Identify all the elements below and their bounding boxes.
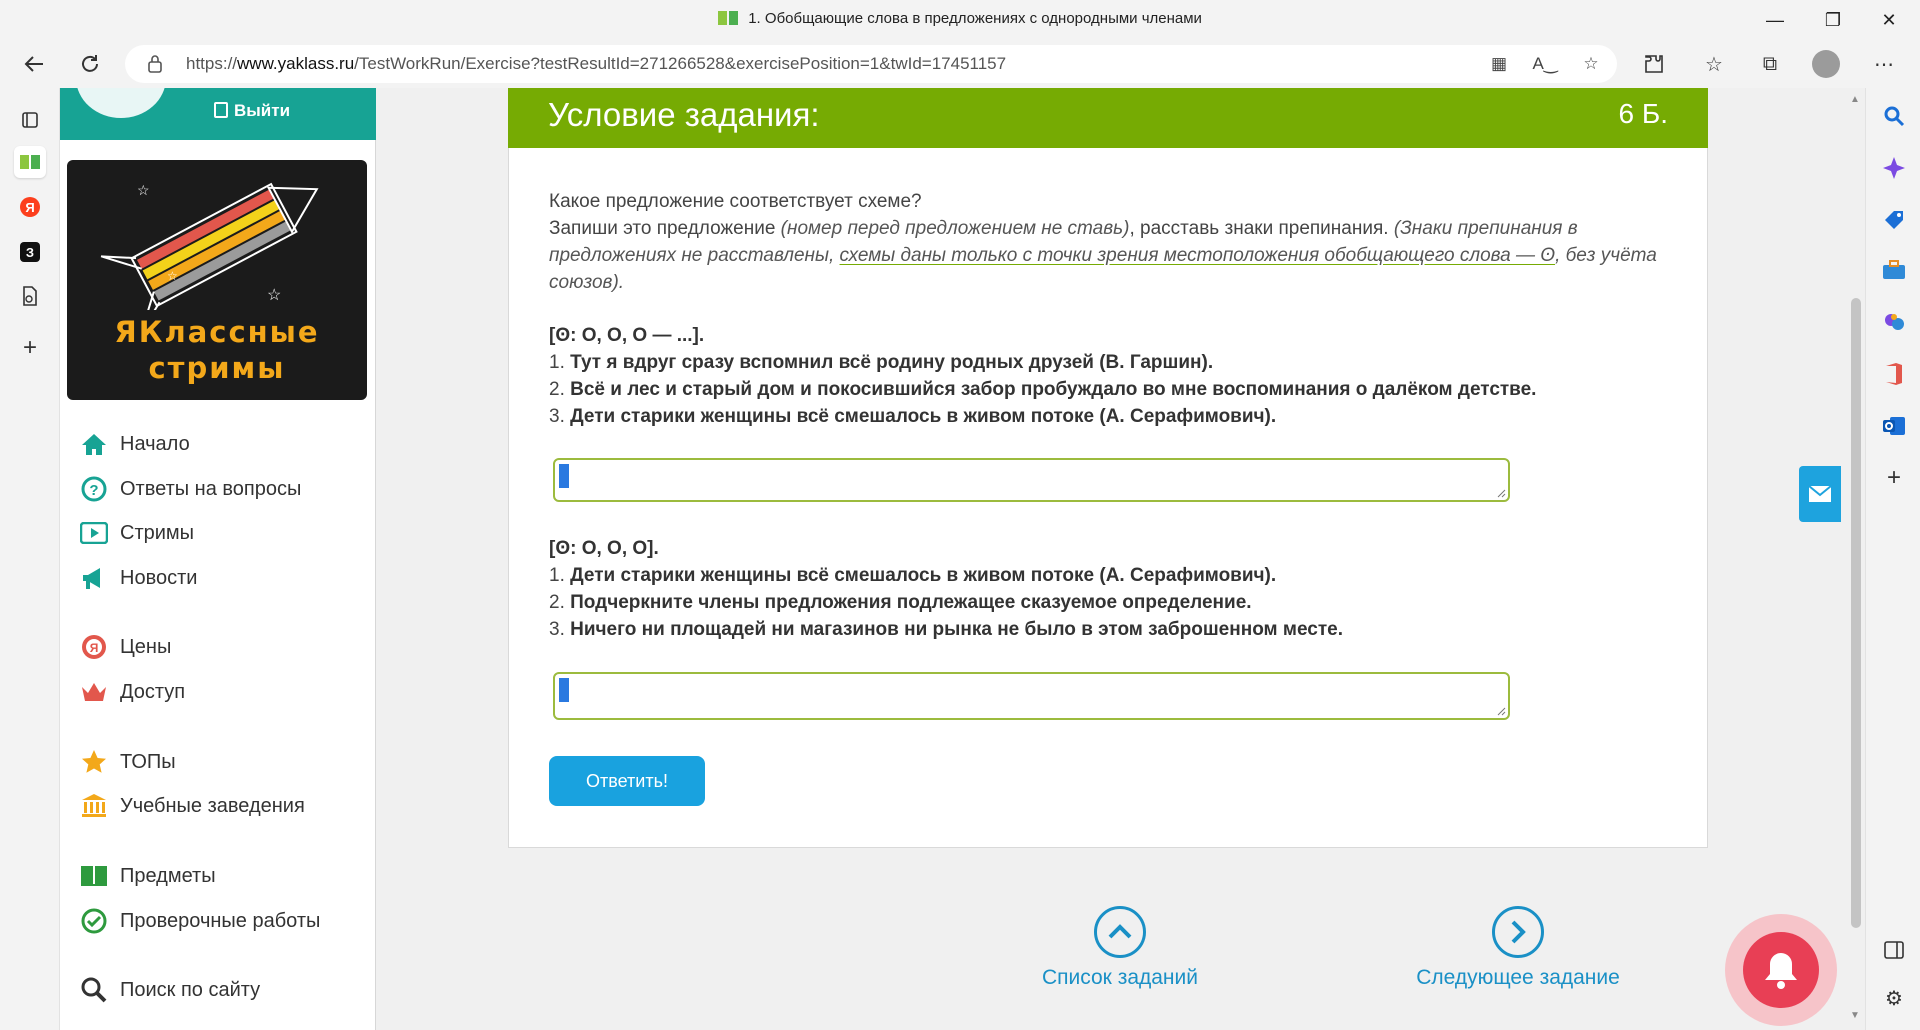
svg-text:☆: ☆: [267, 287, 282, 304]
option-text: Ничего ни площадей ни магазинов ни рынка не было в этом заброшенном месте.: [570, 619, 1343, 640]
url-prefix: https://: [186, 54, 238, 73]
hide-sidebar-icon[interactable]: [1880, 936, 1908, 964]
option-2: [549, 589, 1689, 616]
answer-field-1[interactable]: [553, 458, 1510, 502]
outlook-icon[interactable]: [1880, 412, 1908, 440]
nav-label: Предметы: [120, 864, 216, 887]
scrollbar-thumb[interactable]: [1851, 298, 1861, 928]
address-bar[interactable]: [125, 45, 1617, 83]
reload-button[interactable]: [72, 46, 108, 82]
option-num: 2.: [549, 379, 571, 400]
text-caret: [559, 464, 569, 488]
option-1: [549, 562, 1689, 589]
instr-part-3: , расставь знаки препинания.: [1129, 218, 1394, 239]
app-available-icon[interactable]: ▦: [1490, 54, 1508, 73]
extensions-icon[interactable]: [1636, 46, 1672, 82]
task-header-title: Условие задания:: [548, 96, 820, 133]
answer-field-2[interactable]: [553, 672, 1510, 720]
more-menu-icon[interactable]: ⋯: [1874, 53, 1894, 76]
nav-item-home[interactable]: [80, 428, 190, 460]
read-aloud-icon[interactable]: A‿: [1532, 54, 1558, 73]
price-icon: [80, 633, 108, 661]
option-text: Тут я вдруг сразу вспомнил всё родину родных друзей (В. Гаршин).: [570, 352, 1214, 373]
rocket-pencils-illustration: [67, 160, 367, 310]
reload-icon: [79, 53, 101, 75]
window-title-text: 1. Обобщающие слова в предложениях с однородными членами: [748, 10, 1202, 27]
new-tab-icon[interactable]: +: [22, 334, 37, 361]
nav-item-tops[interactable]: [80, 746, 176, 778]
option-text: Подчеркните члены предложения подлежащее сказуемое определение.: [570, 592, 1252, 613]
svg-text:☆: ☆: [137, 182, 150, 198]
scroll-up-icon[interactable]: ▲: [1850, 94, 1860, 105]
option-text: Дети старики женщины всё смешалось в живом потоке (А. Серафимович).: [570, 406, 1277, 427]
nav-item-answers[interactable]: [80, 473, 301, 505]
vertical-tabs-bar: [0, 88, 60, 1030]
scheme-group-2: [549, 535, 1689, 643]
nav-item-tests[interactable]: [80, 905, 320, 937]
minimize-button[interactable]: —: [1766, 9, 1784, 30]
play-icon: [80, 519, 108, 547]
games-icon[interactable]: [1880, 308, 1908, 336]
nav-label: Доступ: [120, 680, 186, 703]
task-list-link[interactable]: [1020, 906, 1220, 990]
tab-z-icon[interactable]: З: [14, 236, 46, 268]
nav-item-prices[interactable]: [80, 631, 171, 663]
tab-document-icon[interactable]: [14, 280, 46, 312]
nav-label: Ответы на вопросы: [120, 477, 302, 500]
close-window-button[interactable]: ✕: [1881, 9, 1897, 30]
question-icon: [80, 475, 108, 503]
option-text: Дети старики женщины всё смешалось в живом потоке (А. Серафимович).: [570, 565, 1277, 586]
back-arrow-icon: [23, 53, 45, 75]
task-header: [508, 88, 1708, 148]
next-task-link[interactable]: [1408, 906, 1628, 990]
instr-part-6: , без учёта союзов).: [549, 245, 1657, 293]
nav-label: Стримы: [120, 521, 195, 544]
nav-label: Цены: [120, 635, 172, 658]
lock-icon: [147, 54, 163, 74]
nav-item-schools[interactable]: [80, 790, 305, 822]
copilot-icon[interactable]: [1880, 154, 1908, 182]
book-icon: [80, 862, 108, 890]
task-question: Какое предложение соответствует схеме?: [549, 191, 922, 212]
nav-item-search[interactable]: [80, 974, 260, 1006]
banner-line-2: стримы: [148, 351, 286, 385]
option-text: Всё и лес и старый дом и покосившийся забор пробуждало во мне воспоминания о далёком детстве.: [570, 379, 1537, 400]
nav-item-news[interactable]: [80, 562, 197, 594]
settings-gear-icon[interactable]: ⚙: [1885, 987, 1903, 1010]
nav-label: ТОПы: [120, 750, 176, 773]
banner-line-1: ЯКлассные: [114, 315, 320, 349]
crown-icon: [80, 678, 108, 706]
check-circle-icon: [80, 907, 108, 935]
instr-part-1: Запиши это предложение: [549, 218, 781, 239]
back-button[interactable]: [16, 46, 52, 82]
nav-label: Начало: [120, 432, 190, 455]
collections-icon[interactable]: ⧉: [1762, 52, 1778, 75]
scheme-group-1: [549, 322, 1689, 430]
school-icon: [80, 792, 108, 820]
window-title: [0, 10, 1920, 27]
tab-actions-icon[interactable]: [14, 104, 46, 136]
window-titlebar: [0, 0, 1920, 40]
edge-sidebar: [1865, 88, 1920, 1030]
nav-label: Новости: [120, 566, 198, 589]
nav-item-access[interactable]: [80, 676, 185, 708]
svg-text:☆: ☆: [167, 269, 178, 283]
scheme-label: [ʘ: О, О, О — ...].: [549, 325, 705, 346]
restore-button[interactable]: ❐: [1824, 9, 1842, 30]
home-icon: [80, 430, 108, 458]
task-points: 6 Б.: [1618, 98, 1668, 129]
text-caret: [559, 678, 569, 702]
option-3: [549, 616, 1689, 643]
tab-yandex-icon[interactable]: Я: [14, 191, 46, 223]
favorites-icon[interactable]: ☆: [1705, 53, 1723, 76]
option-num: 2.: [549, 592, 571, 613]
office-icon[interactable]: [1880, 360, 1908, 388]
page-scrollbar[interactable]: [1846, 88, 1865, 1030]
logout-label: Выйти: [234, 101, 291, 120]
logout-button[interactable]: [214, 101, 290, 121]
url-text[interactable]: [186, 54, 1006, 74]
sidebar-header: [60, 88, 376, 140]
page-viewport: [60, 88, 1846, 1030]
envelope-icon: [1808, 485, 1832, 503]
chevron-right-icon: [1492, 906, 1544, 958]
nav-label: Учебные заведения: [120, 794, 305, 817]
sidebar-search-icon[interactable]: [1880, 102, 1908, 130]
star-icon: [80, 748, 108, 776]
notifications-button[interactable]: [1725, 914, 1837, 1026]
option-2: [549, 376, 1689, 403]
task-instructions: [549, 188, 1689, 296]
url-host: www.yaklass.ru: [237, 54, 355, 73]
option-1: [549, 349, 1689, 376]
logout-icon: [214, 102, 228, 118]
scheme-label: [ʘ: О, О, О].: [549, 538, 659, 559]
streams-banner[interactable]: [67, 160, 367, 400]
url-path: /TestWorkRun/Exercise?testResultId=271266528&exercisePosition=1&twId=17451157: [354, 54, 1007, 73]
option-num: 1.: [549, 565, 571, 586]
megaphone-icon: [80, 564, 108, 592]
svg-text:Я: Я: [89, 641, 99, 655]
resize-grip-icon[interactable]: [1496, 488, 1506, 498]
instr-part-4: (Знаки препинания в предложениях не расставлены,: [549, 218, 1578, 266]
option-num: 1.: [549, 352, 571, 373]
nav-label: Поиск по сайту: [120, 978, 261, 1001]
chevron-up-icon: [1094, 906, 1146, 958]
banner-text: [67, 314, 367, 386]
tools-briefcase-icon[interactable]: [1880, 256, 1908, 284]
nav-item-streams[interactable]: [80, 517, 194, 549]
next-task-label: Следующее задание: [1416, 966, 1620, 989]
scroll-down-icon[interactable]: ▼: [1850, 1010, 1860, 1021]
instr-part-2: (номер перед предложением не ставь): [780, 218, 1130, 239]
task-instruction-text: [549, 215, 1689, 296]
nav-item-subjects[interactable]: [80, 860, 216, 892]
submit-answer-button[interactable]: Ответить!: [549, 756, 705, 806]
add-favorite-icon[interactable]: ☆: [1583, 54, 1599, 73]
search-icon: [80, 976, 108, 1004]
user-avatar[interactable]: [76, 88, 166, 118]
tab-yaklass-icon[interactable]: [14, 146, 46, 178]
task-list-label: Список заданий: [1041, 966, 1198, 989]
profile-avatar[interactable]: [1808, 46, 1844, 82]
tab-favicon-icon: [718, 11, 738, 25]
feedback-mail-button[interactable]: [1799, 466, 1841, 522]
option-num: 3.: [549, 619, 571, 640]
browser-toolbar: [0, 40, 1920, 88]
option-num: 3.: [549, 406, 571, 427]
shopping-tag-icon[interactable]: [1880, 206, 1908, 234]
option-3: [549, 403, 1689, 430]
nav-label: Проверочные работы: [120, 909, 321, 932]
site-sidebar: [60, 88, 376, 1030]
svg-text:?: ?: [89, 482, 99, 499]
bell-icon: [1762, 950, 1800, 990]
instr-part-5: схемы даны только с точки зрения местоположения обобщающего слова — ʘ: [839, 245, 1556, 266]
sidebar-add-icon[interactable]: +: [1886, 464, 1901, 491]
resize-grip-icon[interactable]: [1496, 706, 1506, 716]
